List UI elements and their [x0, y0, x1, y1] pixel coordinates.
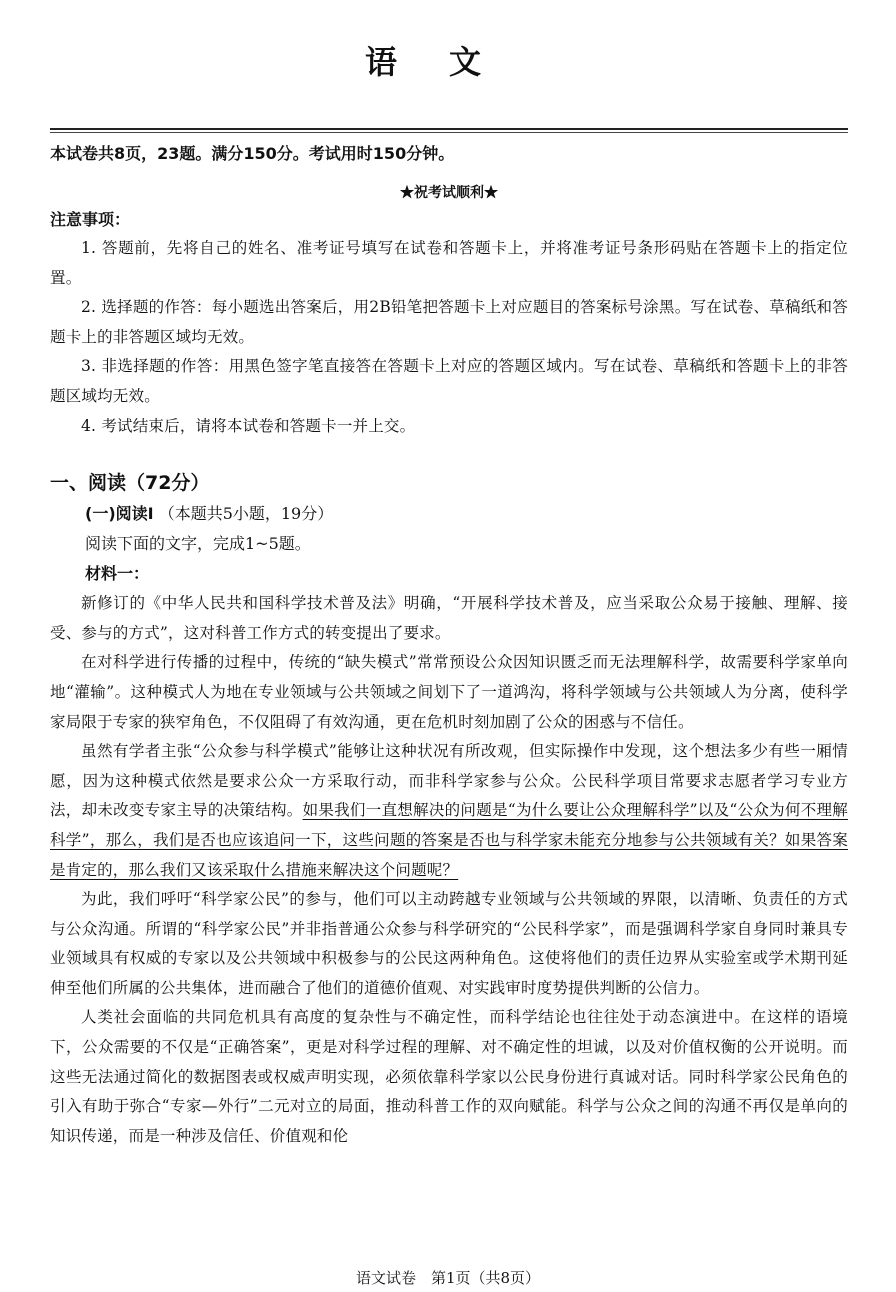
notice-list	[50, 234, 848, 441]
section-heading: 一、阅读（72分）	[50, 472, 210, 495]
header-rule-thin	[50, 132, 848, 133]
paragraph-3	[50, 737, 848, 885]
header-rule-thick	[50, 128, 848, 130]
subsection-heading	[85, 499, 848, 529]
material-label: 材料一：	[85, 564, 150, 584]
subsection-label: (一)阅读Ⅰ	[85, 504, 154, 524]
blessing-line: ★祝考试顺利★	[400, 185, 498, 201]
instruction: 阅读下面的文字，完成1~5题。	[85, 534, 311, 554]
page-title: 语文	[364, 43, 533, 81]
paragraph-3-underlined: 如果我们一直想解决的问题是“为什么要让公众理解科学”以及“公众为何不理解科学”，那么，我们是否也应该追问一下，这些问题的答案是否也与科学家未能充分地参与公共领域有关？如果答案是肯定的，那么我们又该采取什么措施来解决这个问题呢？	[50, 801, 848, 879]
notice-item: 4. 考试结束后，请将本试卷和答题卡一并上交。	[81, 416, 416, 435]
notice-title: 注意事项：	[50, 210, 131, 229]
paragraph-1: 新修订的《中华人民共和国科学技术普及法》明确，“开展科学技术普及，应当采取公众易于接触、理解、接受、参与的方式”，这对科普工作方式的转变提出了要求。	[50, 594, 848, 642]
subsection-note: （本题共5小题，19分）	[158, 504, 334, 524]
paragraph-4: 为此，我们呼吁“科学家公民”的参与，他们可以主动跨越专业领域与公共领域的界限，以清晰、负责任的方式与公众沟通。所谓的“科学家公民”并非指普通公众参与科学研究的“公民科学家”，而是强调科学家自身同时兼具专业领域具有权威的专家以及公共领域中积极参与的公民这两种角色。这使将他们的责任边界从实验室或学术期刊延伸至他们所属的公共集体，进而融合了他们的道德价值观、对实践审时度势提供判断的公信力。	[50, 890, 848, 997]
notice-item: 1. 答题前，先将自己的姓名、准考证号填写在试卷和答题卡上，并将准考证号条形码贴在答题卡上的指定位置。	[50, 239, 848, 287]
paragraph-2: 在对科学进行传播的过程中，传统的“缺失模式”常常预设公众因知识匮乏而无法理解科学，故需要科学家单向地“灌输”。这种模式人为地在专业领域与公共领域之间划下了一道鸿沟，将科学领域与公共领域人为分离，使科学家局限于专家的狭窄角色，不仅阻碍了有效沟通，更在危机时刻加剧了公众的困惑与不信任。	[50, 653, 848, 731]
notice-item: 3. 非选择题的作答：用黑色签字笔直接答在答题卡上对应的答题区域内。写在试卷、草稿纸和答题卡上的非答题区域均无效。	[50, 357, 848, 405]
page-footer: 语文试卷 第1页（共8页）	[355, 1269, 541, 1287]
paragraph-5: 人类社会面临的共同危机具有高度的复杂性与不确定性，而科学结论也往往处于动态演进中。在这样的语境下，公众需要的不仅是“正确答案”，更是对科学过程的理解、对不确定性的坦诚，以及对价值权衡的公开说明。而这些无法通过简化的数据图表或权威声明实现，必须依靠科学家以公民身份进行真诚对话。同时科学家公民角色的引入有助于弥合“专家—外行”二元对立的局面，推动科普工作的双向赋能。科学与公众之间的沟通不再仅是单向的知识传递，而是一种涉及信任、价值观和伦	[50, 1008, 848, 1145]
exam-meta: 本试卷共8页，23题。满分150分。考试用时150分钟。	[50, 144, 455, 163]
paragraph-3-text: 虽然有学者主张“公众参与科学模式”能够让这种状况有所改观，但实际操作中发现，这个想法多少有些一厢情愿，因为这种模式依然是要求公众一方采取行动，而非科学家参与公众。公民科学项目常要求志愿者学习专业方法，却未改变专家主导的决策结构。	[50, 742, 848, 820]
notice-item: 2. 选择题的作答：每小题选出答案后，用2B铅笔把答题卡上对应题目的答案标号涂黑。写在试卷、草稿纸和答题卡上的非答题区域均无效。	[50, 298, 848, 346]
